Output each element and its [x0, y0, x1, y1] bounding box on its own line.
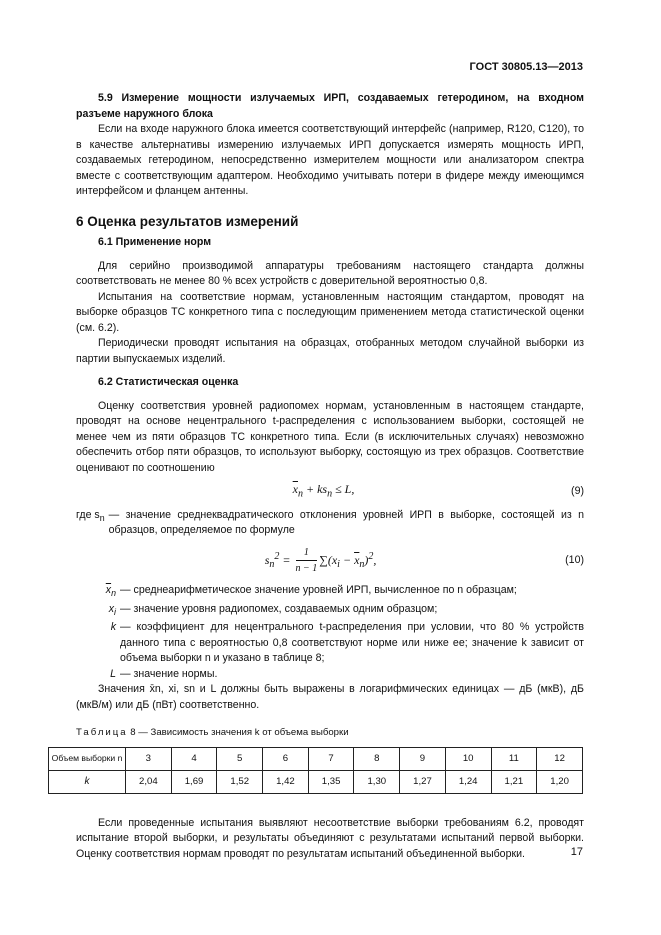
table-cell: 2,04 [126, 770, 172, 793]
section-6-2-title: 6.2 Статистическая оценка [98, 376, 239, 388]
table-cell: 1,30 [354, 770, 400, 793]
definition-L: L — значение нормы. [76, 667, 584, 683]
table-row-label-n: Объем выборки n [49, 747, 126, 770]
table-cell: 1,20 [537, 770, 583, 793]
table-cell: 7 [308, 747, 354, 770]
table-cell: 3 [126, 747, 172, 770]
formula-9-expression: $\overline{x}_n + ks_n \le L$, [292, 482, 355, 500]
table-cell: 1,35 [308, 770, 354, 793]
units-paragraph: Значения x̄n, xi, sn и L должны быть выражены в логарифмических единицах — дБ (мкВ), дБ (мкВ/м) или дБ (пВт) соответственно. [76, 683, 584, 711]
definition-xi: $x_i$ — значение уровня радиопомех, создаваемых одним образцом; [76, 602, 584, 621]
symbol-L: L [110, 667, 116, 680]
table-row [49, 770, 583, 793]
table-row-label-k: k [49, 770, 126, 793]
definition-k: k — коэффициент для нецентрального t-распределения при условии, что 80 % устройств данного типа с вероятностью 0,8 соответствуют норме или ниже ее; значение k зависит от объема выборки n и указано в таблице 8; [76, 620, 584, 667]
table-cell: 1,69 [171, 770, 217, 793]
symbol-xn: $\overline{x}_n$ [105, 583, 116, 598]
section-6-title: 6 Оценка результатов измерений [76, 213, 299, 229]
page-content [51, 91, 584, 862]
table-cell: 5 [217, 747, 263, 770]
table-cell: 4 [171, 747, 217, 770]
section-5-9-paragraph: Если на входе наружного блока имеется соответствующий интерфейс (например, R120, C120), то в качестве альтернативы измерению излучаемых ИРП допускается измерять мощность ИРП, создаваемых гетеродином, непосредственно измерителем мощности или анализатором спектра вместе с соответствующим адаптером. Необходимо учитывать потери в фидере между имеющимся интерфейсом и фланцем антенны. [76, 123, 584, 197]
definition-sn-symbol: где $s_n$ [76, 508, 105, 523]
table-8-caption: Таблица 8 — Зависимость значения k от объема выборки [76, 727, 349, 739]
section-6-1-title: 6.1 Применение норм [98, 236, 212, 248]
definition-sn-text: — значение среднеквадратического отклонения уровней ИРП в выборке, состоящей из n образцов, определяемое по формуле [108, 508, 584, 537]
table-cell: 12 [537, 747, 583, 770]
definition-xn: $\overline{x}_n$ — среднеарифметическое значение уровней ИРП, вычисленное по n образцам; [76, 583, 584, 602]
section-6-1-paragraph-3: Периодически проводят испытания на образцах, отобранных методом случайной выборки из партии выпускаемых изделий. [76, 337, 584, 365]
table-cell: 1,52 [217, 770, 263, 793]
document-code: ГОСТ 30805.13—2013 [469, 61, 583, 73]
table-8 [48, 747, 583, 794]
formula-10 [76, 545, 584, 577]
table-cell: 11 [491, 747, 537, 770]
section-6-1-paragraph-1: Для серийно производимой аппаратуры требованиям настоящего стандарта должны соответствовать не менее 80 % всех устройств с доверительной вероятностью 0,8. [76, 259, 584, 287]
closing-paragraph: Если проведенные испытания выявляют несоответствие выборки требованиям 6.2, проводят испытание второй выборки, и результаты объединяют с результатами испытаний первой выборки. Оценку соответствия нормам проводят по результатам испытаний объединенной выборки. [76, 816, 584, 860]
formula-10-expression: $s_n^2$ = $\frac{1}{n - 1}$ $\sum(x_i - \overline{x}_n)^2$, [264, 546, 377, 575]
definitions-list [76, 583, 584, 682]
table-cell: 1,27 [400, 770, 446, 793]
section-5-9-title: 5.9 Измерение мощности излучаемых ИРП, создаваемых гетеродином, на входном разъеме наружного блока [76, 92, 584, 120]
symbol-xi: $x_i$ [108, 602, 116, 617]
table-cell: 6 [263, 747, 309, 770]
table-cell: 1,24 [445, 770, 491, 793]
section-6-2-paragraph-1: Оценку соответствия уровней радиопомех нормам, установленным в настоящем стандарте, проводят на основе нецентрального t-распределения с использованием выборки, состоящей не менее чем из пяти образцов ТС конкретного типа. Если (в исключительных случаях) невозможно обеспечить отбор пяти образцов, то используют выборку, состоящую из трех образцов. Соответствие оценивают по соотношению [76, 399, 584, 474]
page-number: 17 [570, 846, 583, 858]
table-cell: 1,42 [263, 770, 309, 793]
table-row [49, 747, 583, 770]
table-cell: 1,21 [491, 770, 537, 793]
symbol-k: k [110, 621, 116, 634]
table-cell: 9 [400, 747, 446, 770]
definition-sn [76, 508, 584, 539]
table-cell: 10 [445, 747, 491, 770]
formula-10-number: (10) [565, 554, 584, 567]
section-6-1-paragraph-2: Испытания на соответствие нормам, установленным настоящим стандартом, проводят на выборке образцов ТС конкретного типа с последующим применением метода статистической оценки (см. 6.2). [76, 290, 584, 334]
formula-9-number: (9) [571, 485, 584, 498]
table-cell: 8 [354, 747, 400, 770]
formula-9 [76, 482, 584, 502]
